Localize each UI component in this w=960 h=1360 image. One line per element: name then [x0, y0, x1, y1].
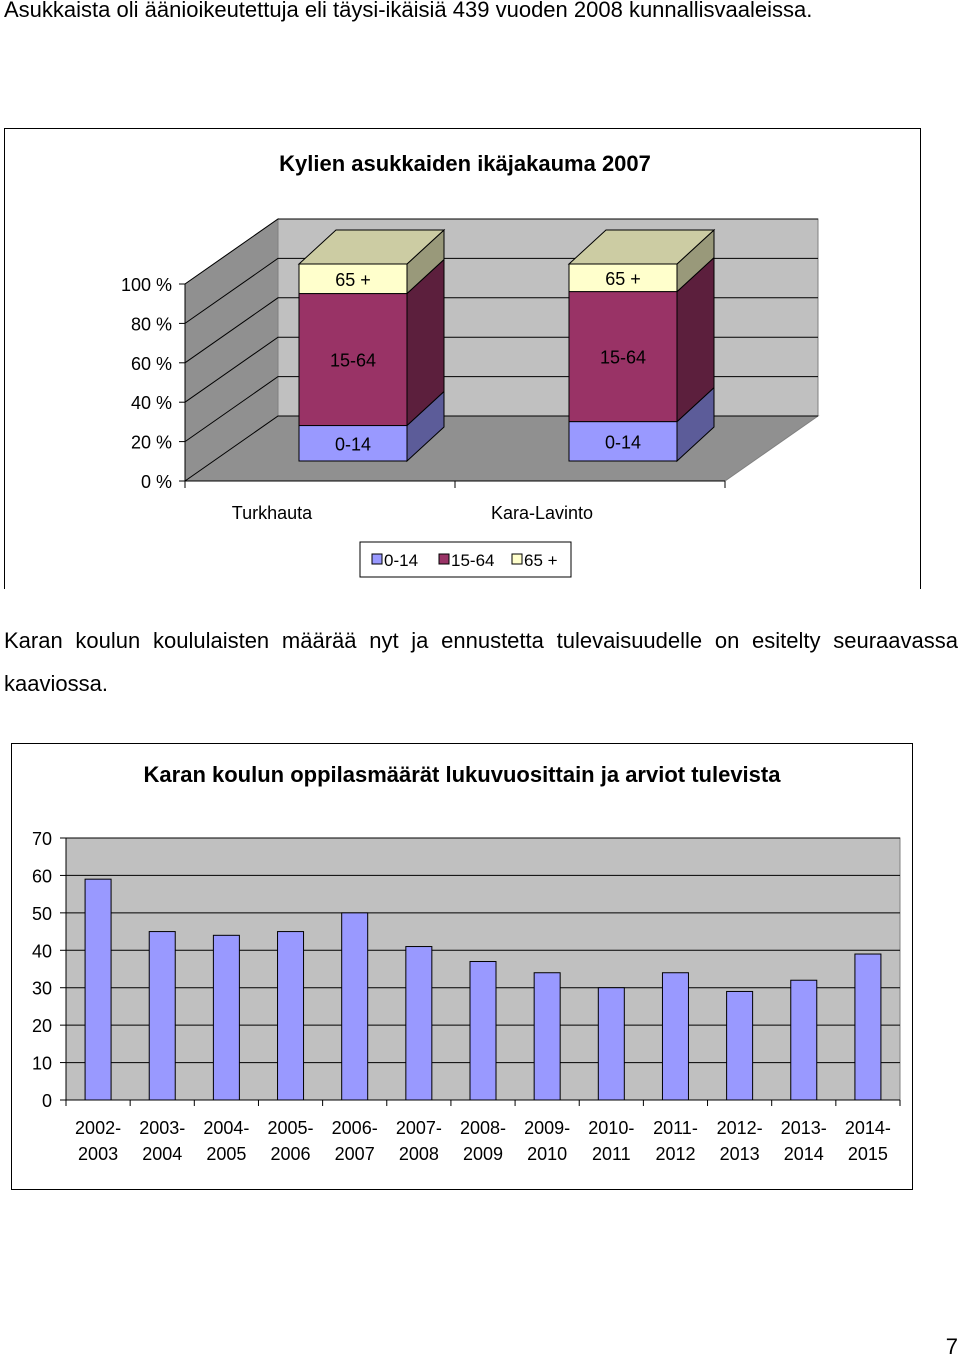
chart1-legend-swatch — [512, 554, 522, 564]
chart1-data-label: 0-14 — [334, 434, 372, 455]
chart2-bar — [727, 991, 753, 1100]
pupil-count-chart — [11, 743, 913, 1190]
chart1-y-tick-label: 80 % — [130, 314, 172, 335]
chart2-x-label-line1: 2002- — [75, 1118, 122, 1138]
chart2-x-label-line2: 2011 — [591, 1144, 631, 1164]
chart1-x-label: Turkhauta — [231, 503, 313, 523]
chart2-bar — [791, 980, 817, 1100]
chart2-x-label-line1: 2010- — [588, 1118, 635, 1138]
chart2-x-label-line2: 2006 — [270, 1144, 311, 1164]
chart2-y-tick-label: 70 — [31, 829, 52, 849]
chart2-x-label-line2: 2014 — [783, 1144, 824, 1164]
chart2-y-tick-label: 50 — [31, 903, 52, 924]
chart2-x-label-line2: 2012 — [655, 1144, 696, 1164]
chart2-x-label-line2: 2013 — [719, 1144, 760, 1164]
chart1-data-label: 15-64 — [599, 347, 647, 368]
chart1-y-tick-label: 40 % — [130, 393, 172, 414]
chart1-data-label: 15-64 — [329, 350, 377, 371]
chart1-y-tick-label: 20 % — [130, 432, 172, 453]
chart2-bar — [598, 988, 624, 1100]
chart2-x-label-line2: 2015 — [847, 1144, 888, 1164]
page-number: 7 — [945, 1334, 958, 1359]
chart2-x-label-line1: 2009- — [524, 1118, 571, 1138]
chart2-bar — [534, 973, 560, 1100]
chart1-y-tick-label: 60 % — [130, 353, 172, 374]
chart2-y-tick-label: 40 — [31, 941, 52, 962]
chart2-x-label-line1: 2013- — [780, 1118, 827, 1138]
chart1-x-label: Kara-Lavinto — [490, 503, 594, 523]
chart2-bar — [85, 879, 111, 1100]
chart2-bar — [662, 973, 688, 1100]
chart2-x-label-line2: 2003 — [78, 1144, 119, 1164]
chart1-y-tick-label: 100 % — [120, 275, 172, 295]
chart1-legend-label: 15-64 — [451, 551, 495, 570]
chart2-y-tick-label: 0 — [41, 1091, 52, 1111]
chart2-x-label-line1: 2012- — [716, 1118, 763, 1138]
age-distribution-chart-svg — [5, 129, 920, 589]
chart2-intro-paragraph: Karan koulun koululaisten määrää nyt ja ennustetta tulevaisuudelle on esitelty seuraavassa kaaviossa. — [4, 628, 958, 696]
chart2-y-tick-label: 30 — [31, 978, 52, 999]
chart2-x-label-line1: 2004- — [203, 1118, 250, 1138]
chart1-legend-swatch — [372, 554, 382, 564]
chart2-y-tick-label: 10 — [31, 1053, 52, 1074]
chart2-x-label-line1: 2011- — [653, 1118, 698, 1138]
chart2-x-label-line1: 2007- — [395, 1118, 442, 1138]
chart2-bar — [406, 947, 432, 1100]
chart1-title: Kylien asukkaiden ikäjakauma 2007 — [279, 151, 651, 176]
chart1-y-tick-label: 0 % — [140, 472, 172, 492]
chart1-legend-label: 0-14 — [384, 551, 419, 570]
chart1-floor — [185, 416, 818, 481]
chart1-data-label: 65 + — [335, 269, 371, 290]
chart2-bar — [342, 913, 368, 1100]
chart1-legend-label: 65 + — [524, 551, 558, 570]
chart2-x-label-line2: 2004 — [142, 1144, 183, 1164]
chart2-x-label-line2: 2007 — [334, 1144, 375, 1164]
chart2-bar — [470, 962, 496, 1100]
chart2-bar — [149, 932, 175, 1100]
chart2-x-label-line2: 2005 — [206, 1144, 247, 1164]
chart2-x-label-line1: 2014- — [844, 1118, 891, 1138]
chart2-x-label-line2: 2009 — [462, 1144, 504, 1164]
chart2-x-label-line1: 2006- — [331, 1118, 378, 1138]
chart2-x-label-line2: 2010 — [527, 1144, 568, 1164]
chart2-x-label-line1: 2003- — [139, 1118, 186, 1138]
chart1-data-label: 65 + — [605, 268, 641, 289]
chart2-bar — [278, 932, 304, 1100]
chart1-data-label: 0-14 — [604, 432, 642, 453]
chart2-x-label-line1: 2008- — [459, 1118, 507, 1138]
chart2-bar — [213, 935, 239, 1100]
chart2-x-label-line2: 2008 — [398, 1144, 439, 1164]
chart2-y-tick-label: 60 — [31, 866, 52, 887]
intro-paragraph: Asukkaista oli äänioikeutettuja eli täysi-ikäisiä 439 vuoden 2008 kunnallisvaaleissa. — [4, 0, 813, 22]
chart2-x-label-line1: 2005- — [267, 1118, 314, 1138]
chart2-bar — [855, 954, 881, 1100]
pupil-count-chart-svg — [12, 744, 912, 1189]
chart1-legend-swatch — [439, 554, 449, 564]
chart2-y-tick-label: 20 — [31, 1016, 52, 1037]
age-distribution-chart — [4, 128, 921, 589]
chart2-title: Karan koulun oppilasmäärät lukuvuosittain ja arviot tulevista — [143, 762, 781, 787]
